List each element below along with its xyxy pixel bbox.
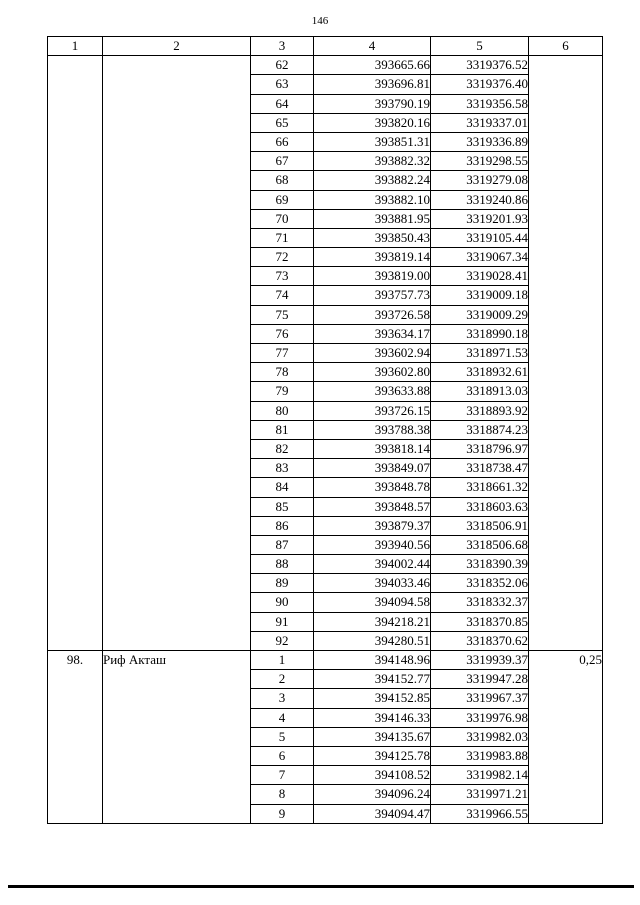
coordinate-y-cell: 3319067.34 (431, 248, 529, 267)
coordinate-x-cell: 393879.37 (314, 516, 431, 535)
coordinate-x-cell: 393726.58 (314, 305, 431, 324)
point-number-cell: 85 (251, 497, 314, 516)
coordinate-y-cell: 3318370.85 (431, 612, 529, 631)
point-number-cell: 68 (251, 171, 314, 190)
page-number: 146 (311, 15, 329, 27)
point-number-cell: 78 (251, 363, 314, 382)
point-number-cell: 67 (251, 152, 314, 171)
coordinate-x-cell: 394125.78 (314, 746, 431, 765)
coordinate-x-cell: 394152.85 (314, 689, 431, 708)
coordinate-x-cell: 393634.17 (314, 324, 431, 343)
coordinate-y-cell: 3319201.93 (431, 209, 529, 228)
coordinate-y-cell: 3319976.98 (431, 708, 529, 727)
coordinate-y-cell: 3319967.37 (431, 689, 529, 708)
coordinate-y-cell: 3319105.44 (431, 228, 529, 247)
coordinate-x-cell: 394094.58 (314, 593, 431, 612)
coordinate-x-cell: 394146.33 (314, 708, 431, 727)
coordinate-x-cell: 393850.43 (314, 228, 431, 247)
coordinate-x-cell: 394280.51 (314, 631, 431, 650)
coordinate-x-cell: 393882.10 (314, 190, 431, 209)
coordinate-x-cell: 394094.47 (314, 804, 431, 823)
point-number-cell: 75 (251, 305, 314, 324)
point-number-cell: 72 (251, 248, 314, 267)
coordinate-x-cell: 393881.95 (314, 209, 431, 228)
point-number-cell: 3 (251, 689, 314, 708)
coordinate-y-cell: 3319240.86 (431, 190, 529, 209)
coordinate-y-cell: 3319376.52 (431, 56, 529, 75)
header-row (48, 37, 603, 56)
coordinate-y-cell: 3319982.03 (431, 727, 529, 746)
point-number-cell: 79 (251, 382, 314, 401)
coordinate-x-cell: 393602.94 (314, 344, 431, 363)
object-number-cell (48, 56, 103, 651)
point-number-cell: 4 (251, 708, 314, 727)
coordinate-x-cell: 393820.16 (314, 113, 431, 132)
point-number-cell: 5 (251, 727, 314, 746)
point-number-cell: 80 (251, 401, 314, 420)
coordinate-y-cell: 3319279.08 (431, 171, 529, 190)
point-number-cell: 63 (251, 75, 314, 94)
coordinate-x-cell: 393757.73 (314, 286, 431, 305)
coordinate-x-cell: 393940.56 (314, 535, 431, 554)
point-number-cell: 91 (251, 612, 314, 631)
coordinate-y-cell: 3319336.89 (431, 132, 529, 151)
coordinate-y-cell: 3319376.40 (431, 75, 529, 94)
coordinate-y-cell: 3318506.68 (431, 535, 529, 554)
coordinate-y-cell: 3319971.21 (431, 785, 529, 804)
coordinate-y-cell: 3319947.28 (431, 670, 529, 689)
point-number-cell: 64 (251, 94, 314, 113)
object-name-cell (103, 56, 251, 651)
point-number-cell: 87 (251, 535, 314, 554)
coordinate-x-cell: 393819.00 (314, 267, 431, 286)
coordinate-y-cell: 3319337.01 (431, 113, 529, 132)
point-number-cell: 73 (251, 267, 314, 286)
coordinate-y-cell: 3319298.55 (431, 152, 529, 171)
column-header: 5 (431, 37, 529, 56)
coordinate-y-cell: 3319356.58 (431, 94, 529, 113)
coordinate-y-cell: 3319939.37 (431, 651, 529, 670)
area-cell: 0,25 (529, 651, 603, 824)
coordinate-y-cell: 3318990.18 (431, 324, 529, 343)
coordinate-x-cell: 393818.14 (314, 439, 431, 458)
point-number-cell: 71 (251, 228, 314, 247)
point-number-cell: 8 (251, 785, 314, 804)
coordinate-y-cell: 3318913.03 (431, 382, 529, 401)
column-header: 6 (529, 37, 603, 56)
point-number-cell: 84 (251, 478, 314, 497)
coordinate-x-cell: 393696.81 (314, 75, 431, 94)
coordinate-y-cell: 3318332.37 (431, 593, 529, 612)
coordinate-x-cell: 394148.96 (314, 651, 431, 670)
point-number-cell: 77 (251, 344, 314, 363)
point-number-cell: 66 (251, 132, 314, 151)
point-number-cell: 89 (251, 574, 314, 593)
coordinate-x-cell: 393848.57 (314, 497, 431, 516)
coordinate-x-cell: 393602.80 (314, 363, 431, 382)
coordinate-y-cell: 3318661.32 (431, 478, 529, 497)
point-number-cell: 69 (251, 190, 314, 209)
column-header: 3 (251, 37, 314, 56)
coordinate-x-cell: 393849.07 (314, 459, 431, 478)
point-number-cell: 62 (251, 56, 314, 75)
coordinate-y-cell: 3318352.06 (431, 574, 529, 593)
point-number-cell: 92 (251, 631, 314, 650)
point-number-cell: 86 (251, 516, 314, 535)
coordinate-x-cell: 393819.14 (314, 248, 431, 267)
coordinate-y-cell: 3319028.41 (431, 267, 529, 286)
table-row (48, 56, 603, 75)
coordinate-x-cell: 393848.78 (314, 478, 431, 497)
object-name-cell: Риф Акташ (103, 651, 251, 824)
point-number-cell: 82 (251, 439, 314, 458)
coordinate-y-cell: 3318893.92 (431, 401, 529, 420)
area-cell (529, 56, 603, 651)
point-number-cell: 81 (251, 420, 314, 439)
coordinate-x-cell: 394152.77 (314, 670, 431, 689)
bottom-rule (8, 885, 634, 888)
coordinate-x-cell: 393726.15 (314, 401, 431, 420)
coordinate-x-cell: 394096.24 (314, 785, 431, 804)
coordinate-x-cell: 393851.31 (314, 132, 431, 151)
coordinate-x-cell: 394108.52 (314, 766, 431, 785)
coordinate-y-cell: 3318932.61 (431, 363, 529, 382)
coordinate-y-cell: 3318971.53 (431, 344, 529, 363)
coordinate-y-cell: 3318506.91 (431, 516, 529, 535)
coordinate-y-cell: 3318738.47 (431, 459, 529, 478)
coordinate-y-cell: 3318390.39 (431, 555, 529, 574)
column-header: 2 (103, 37, 251, 56)
point-number-cell: 6 (251, 746, 314, 765)
coordinate-x-cell: 394135.67 (314, 727, 431, 746)
point-number-cell: 1 (251, 651, 314, 670)
coordinate-y-cell: 3318796.97 (431, 439, 529, 458)
point-number-cell: 88 (251, 555, 314, 574)
point-number-cell: 2 (251, 670, 314, 689)
coordinate-x-cell: 393788.38 (314, 420, 431, 439)
coordinate-x-cell: 393882.32 (314, 152, 431, 171)
point-number-cell: 70 (251, 209, 314, 228)
coordinate-x-cell: 394033.46 (314, 574, 431, 593)
coordinate-x-cell: 394002.44 (314, 555, 431, 574)
coordinate-x-cell: 393665.66 (314, 56, 431, 75)
coordinate-x-cell: 393790.19 (314, 94, 431, 113)
point-number-cell: 76 (251, 324, 314, 343)
object-number-cell: 98. (48, 651, 103, 824)
point-number-cell: 65 (251, 113, 314, 132)
coordinate-x-cell: 393633.88 (314, 382, 431, 401)
coordinates-table (47, 36, 603, 824)
column-header: 4 (314, 37, 431, 56)
coordinate-y-cell: 3318603.63 (431, 497, 529, 516)
point-number-cell: 90 (251, 593, 314, 612)
coordinate-y-cell: 3318874.23 (431, 420, 529, 439)
point-number-cell: 74 (251, 286, 314, 305)
coordinate-y-cell: 3319983.88 (431, 746, 529, 765)
coordinate-y-cell: 3318370.62 (431, 631, 529, 650)
coordinate-x-cell: 393882.24 (314, 171, 431, 190)
point-number-cell: 7 (251, 766, 314, 785)
coordinate-y-cell: 3319982.14 (431, 766, 529, 785)
coordinate-y-cell: 3319966.55 (431, 804, 529, 823)
coordinate-y-cell: 3319009.29 (431, 305, 529, 324)
column-header: 1 (48, 37, 103, 56)
point-number-cell: 9 (251, 804, 314, 823)
coordinate-y-cell: 3319009.18 (431, 286, 529, 305)
table-row (48, 651, 603, 670)
coordinate-x-cell: 394218.21 (314, 612, 431, 631)
point-number-cell: 83 (251, 459, 314, 478)
